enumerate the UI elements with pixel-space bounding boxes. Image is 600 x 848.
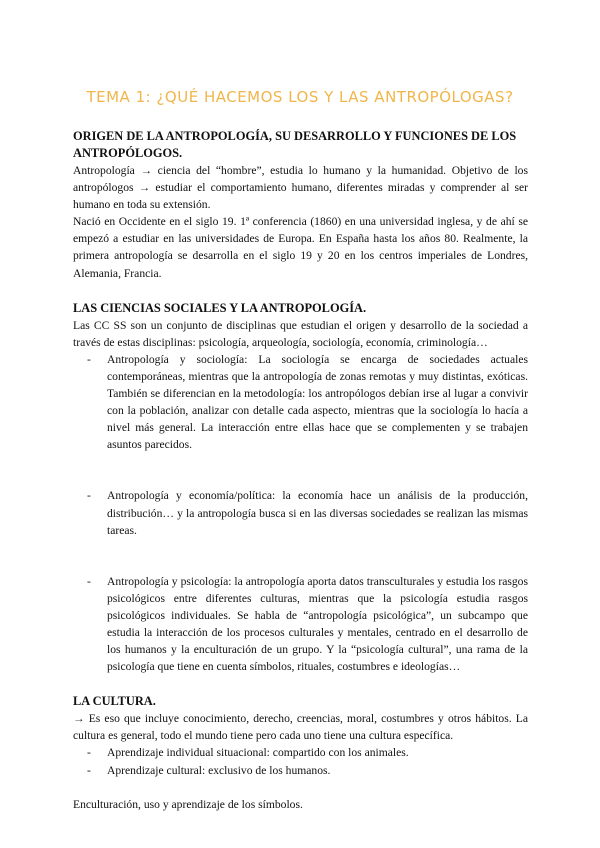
- closing-paragraph: Enculturación, uso y aprendizaje de los símbolos.: [73, 797, 303, 811]
- list-item: - Antropología y sociología: La sociología se encarga de sociedades actuales contemporáneas, mientras que la antropología de zonas remotas y muy distintas, exóticas. También se diferencian en la metodología: los antropólogos debían irse al lugar a convivir con la población, analizar con detalle cada aspecto, mientras que la sociología lo hacía a nivel más general. La interacción entre ellas hace que se complementen y se trabajen asuntos parecidos.: [73, 351, 528, 454]
- dash-list: [73, 351, 528, 675]
- section-cultura: [73, 693, 528, 812]
- paragraph: → Es eso que incluye conocimiento, derecho, creencias, moral, costumbres y otros hábitos. La cultura es general, todo el mundo tiene pero cada uno tiene una cultura específica.: [73, 712, 528, 743]
- document-title: TEMA 1: ¿QUÉ HACEMOS LOS Y LAS ANTROPÓLOGAS?: [86, 88, 514, 107]
- section-origen: [73, 128, 528, 282]
- paragraph: Nació en Occidente en el siglo 19. 1ª conferencia (1860) en una universidad inglesa, y de ahí se empezó a estudiar en las universidades de Europa. En España hasta los años 80. Realmente, la primera antropología se desarrolla en el siglo 19 y 20 en los centros imperiales de Londres, Alemania, Francia.: [73, 215, 528, 280]
- section-heading: LA CULTURA.: [73, 694, 156, 709]
- dash-list: [73, 744, 528, 778]
- section-heading: ORIGEN DE LA ANTROPOLOGÍA, SU DESARROLLO Y FUNCIONES DE LOS ANTROPÓLOGOS.: [73, 129, 517, 160]
- list-item: - Antropología y psicología: la antropología aporta datos transculturales y estudia los rasgos psicológicos entre diferentes culturas, mientras que la psicología estudia rasgos psicológicos individuales. Se habla de “antropología psicológica”, un subcampo que estudia la interacción de los procesos culturales y mentales, centrado en el desarrollo de los humanos y la enculturación de un grupo. Y la “psicología cultural”, una rama de la psicología que tiene en cuenta símbolos, rituales, costumbres e ideologías…: [73, 573, 528, 676]
- list-item: - Antropología y economía/política: la economía hace un análisis de la producción, distribución… y la antropología busca si en las diversas sociedades se realizan las mismas tareas.: [73, 487, 528, 538]
- list-item: - Aprendizaje individual situacional: compartido con los animales.: [73, 744, 528, 761]
- list-item: - Aprendizaje cultural: exclusivo de los humanos.: [73, 762, 528, 779]
- section-heading: LAS CIENCIAS SOCIALES Y LA ANTROPOLOGÍA.: [73, 300, 367, 315]
- section-ciencias-sociales: [73, 300, 528, 676]
- paragraph: Las CC SS son un conjunto de disciplinas que estudian el origen y desarrollo de la sociedad a través de estas disciplinas: psicología, arqueología, sociología, economía, criminología…: [73, 318, 528, 349]
- paragraph: Antropología → ciencia del “hombre”, estudia lo humano y la humanidad. Objetivo de los antropólogos → estudiar el comportamiento humano, diferentes miradas y comprender al ser humano en toda su extensión.: [73, 164, 528, 212]
- document-body: [73, 128, 528, 813]
